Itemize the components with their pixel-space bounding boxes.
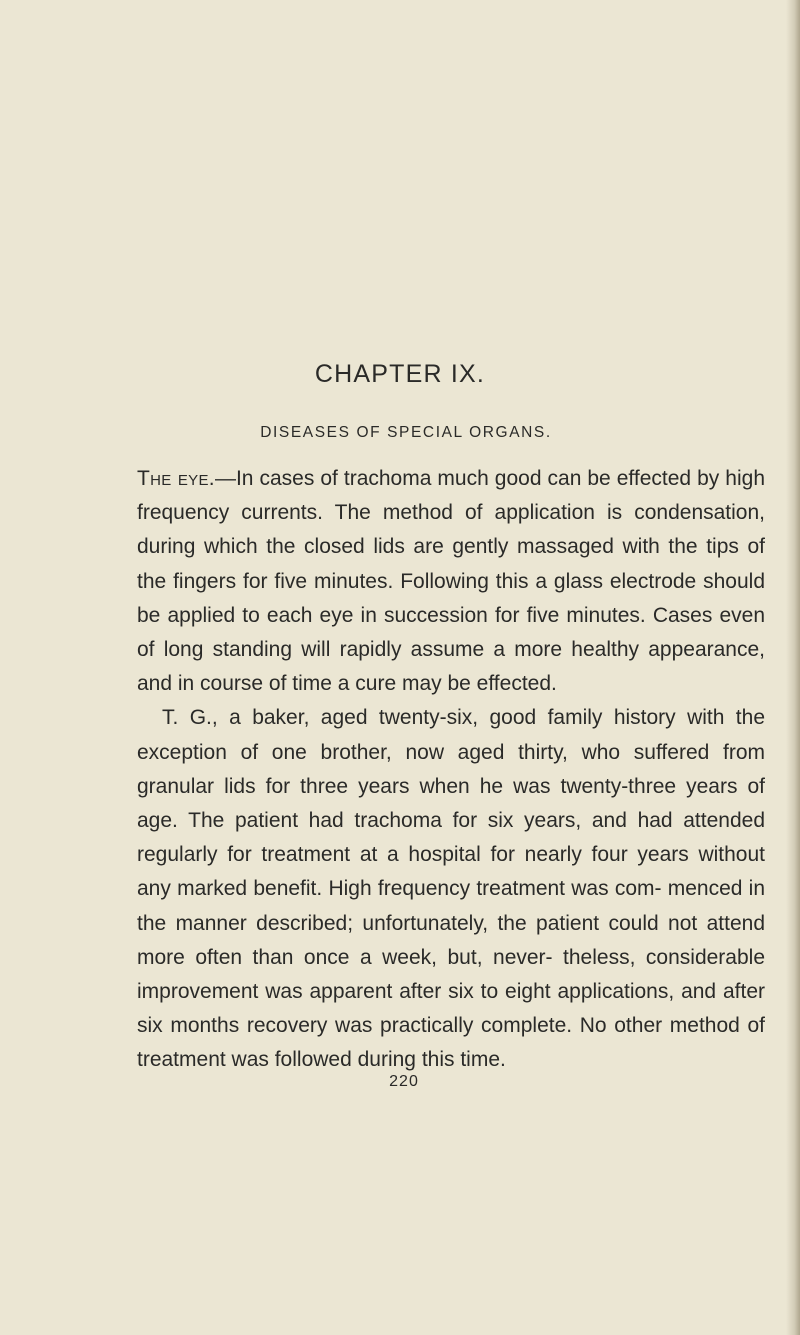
section-heading: DISEASES OF SPECIAL ORGANS. [260, 424, 552, 441]
page-number: 220 [389, 1073, 419, 1090]
body-text [137, 462, 765, 1078]
paragraph: T. G., a baker, aged twenty-six, good family history with the exception of one brother, now aged thirty, who suffered from granular lids for three years when he was twenty-three years of age. The patient had trachoma for six years, and had attended regularly for treatment at a hospital for nearly four years without any marked benefit. High frequency treatment was com- menced in the manner described; unfortunately, the patient could not attend more often than once a week, but, never- theless, considerable improvement was apparent after six to eight applications, and after six months recovery was practically complete. No other method of treatment was followed during this time. [137, 706, 765, 1072]
page-edge-shadow [786, 0, 800, 1335]
paragraph-text: —In cases of trachoma much good can be effected by high frequency currents. The method of application is condensation, during which the closed lids are gently massaged with the tips of the fingers for five minutes. Following this a glass electrode should be applied to each eye in succession for five minutes. Cases even of long standing will rapidly assume a more healthy appearance, and in course of time a cure may be effected. [137, 467, 766, 696]
paragraph [137, 462, 765, 701]
paragraph-lead-in: The eye. [137, 467, 215, 490]
chapter-title: CHAPTER IX. [314, 360, 486, 388]
